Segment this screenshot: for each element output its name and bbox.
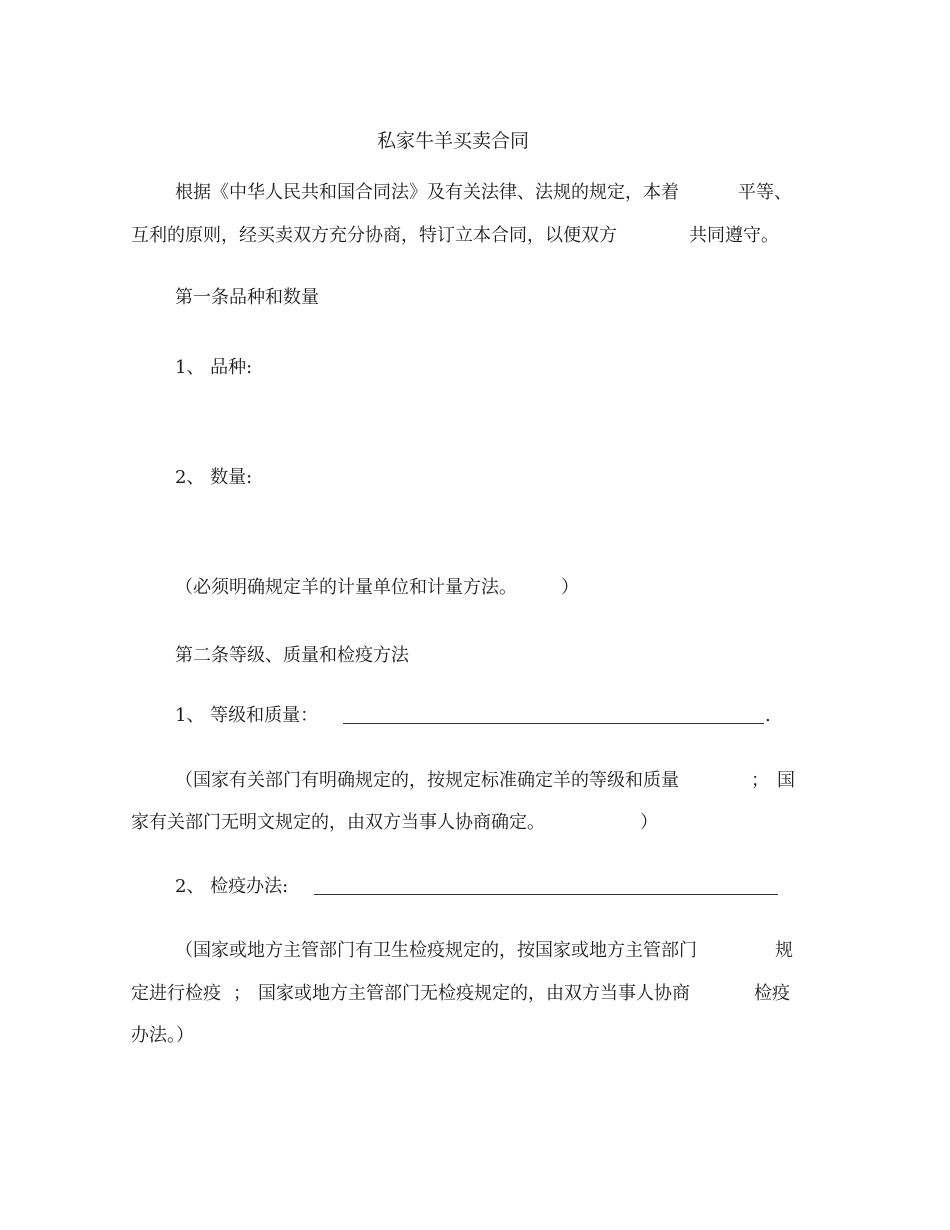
article-2-heading: 第二条等级、质量和检疫方法 bbox=[175, 645, 409, 666]
article-2-note-2-line-1-end: 规 bbox=[775, 940, 793, 961]
article-2-note-1-line-1: （国家有关部门有明确规定的，按规定标准确定羊的等级和质量 bbox=[175, 770, 679, 791]
intro-line-1-text: 根据《中华人民共和国合同法》及有关法律、法规的规定，本着 bbox=[175, 182, 679, 203]
article-2-note-2-line-3: 办法。） bbox=[131, 1025, 194, 1046]
article-2-item-quarantine: 2、 检疫办法: bbox=[175, 876, 289, 897]
intro-line-1-end: 平等、 bbox=[738, 182, 792, 203]
article-2-note-2-semicolon: ； bbox=[233, 983, 251, 1004]
intro-line-2-text: 互利的原则，经买卖双方充分协商，特订立本合同，以便双方 bbox=[131, 225, 617, 246]
article-2-note-2-line-2-middle: 国家或地方主管部门无检疫规定的，由双方当事人协商 bbox=[258, 983, 690, 1004]
article-1-note-close: ） bbox=[561, 577, 579, 598]
article-2-note-1-close: ） bbox=[640, 812, 658, 833]
grade-quality-period: . bbox=[765, 705, 771, 726]
article-1-item-quantity: 2、 数量: bbox=[175, 467, 253, 488]
article-1-note: （必须明确规定羊的计量单位和计量方法。 bbox=[175, 577, 517, 598]
intro-line-2-end: 共同遵守。 bbox=[689, 225, 779, 246]
article-2-note-1-line-2: 家有关部门无明文规定的，由双方当事人协商确定。 bbox=[131, 812, 545, 833]
article-2-item-grade-quality: 1、 等级和质量： bbox=[175, 705, 319, 726]
article-2-note-2-line-2-end: 检疫 bbox=[754, 983, 790, 1004]
grade-quality-blank-line bbox=[343, 705, 764, 724]
article-1-item-variety: 1、 品种: bbox=[175, 357, 253, 378]
quarantine-blank-line bbox=[314, 876, 778, 895]
article-2-note-1-semicolon: ； bbox=[751, 770, 769, 791]
article-1-heading: 第一条品种和数量 bbox=[175, 287, 319, 308]
article-2-note-1-line-1-end: 国 bbox=[777, 770, 795, 791]
article-2-note-2-line-2-start: 定进行检疫 bbox=[131, 983, 221, 1004]
document-title: 私家牛羊买卖合同 bbox=[377, 130, 530, 152]
article-2-note-2-line-1: （国家或地方主管部门有卫生检疫规定的，按国家或地方主管部门 bbox=[175, 940, 697, 961]
